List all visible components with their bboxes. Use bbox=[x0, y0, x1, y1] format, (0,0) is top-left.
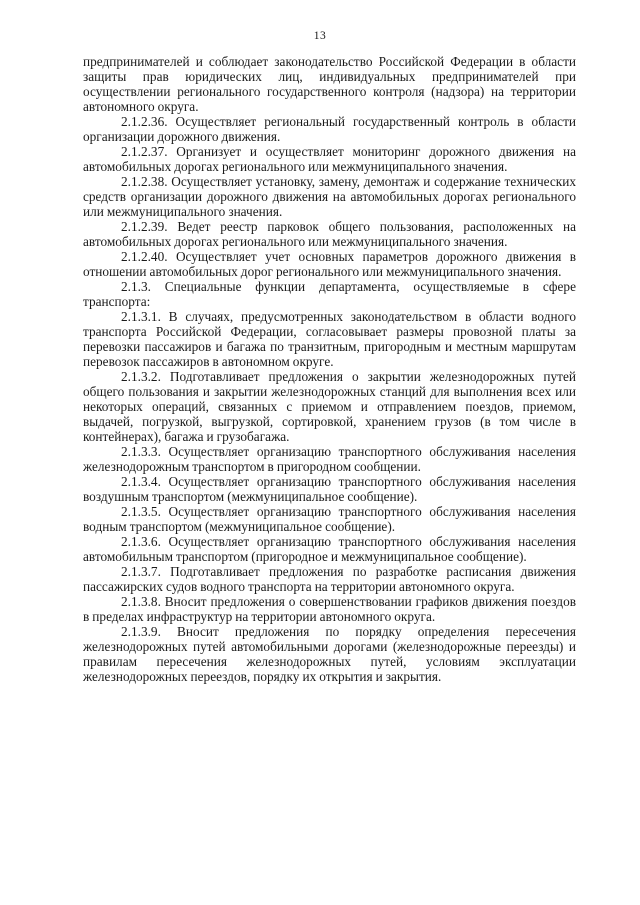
paragraph-2-1-2-39: 2.1.2.39. Ведет реестр парковок общего пользования, расположенных на автомобильных дорогах регионального или межмуниципального значения. bbox=[83, 219, 576, 249]
paragraph-2-1-3-3: 2.1.3.3. Осуществляет организацию транспортного обслуживания населения железнодорожным транспортом в пригородном сообщении. bbox=[83, 444, 576, 474]
document-body bbox=[83, 54, 576, 684]
paragraph-2-1-3-1: 2.1.3.1. В случаях, предусмотренных законодательством в области водного транспорта Российской Федерации, согласовывает размеры провозной платы за перевозки пассажиров и багажа по транзитным, пригородным и местным маршрутам перевозок пассажиров в автономном округе. bbox=[83, 309, 576, 369]
paragraph-2-1-3-5: 2.1.3.5. Осуществляет организацию транспортного обслуживания населения водным транспортом (межмуниципальное сообщение). bbox=[83, 504, 576, 534]
paragraph-2-1-3-8: 2.1.3.8. Вносит предложения о совершенствовании графиков движения поездов в пределах инфраструктур на территории автономного округа. bbox=[83, 594, 576, 624]
paragraph-2-1-2-36: 2.1.2.36. Осуществляет региональный государственный контроль в области организации дорожного движения. bbox=[83, 114, 576, 144]
page-number: 13 bbox=[313, 30, 327, 42]
paragraph-2-1-2-37: 2.1.2.37. Организует и осуществляет мониторинг дорожного движения на автомобильных дорогах регионального или межмуниципального значения. bbox=[83, 144, 576, 174]
paragraph-2-1-3: 2.1.3. Специальные функции департамента, осуществляемые в сфере транспорта: bbox=[83, 279, 576, 309]
paragraph-2-1-3-6: 2.1.3.6. Осуществляет организацию транспортного обслуживания населения автомобильным транспортом (пригородное и межмуниципальное сообщение). bbox=[83, 534, 576, 564]
paragraph-continuation: предпринимателей и соблюдает законодательство Российской Федерации в области защиты прав юридических лиц, индивидуальных предпринимателей при осуществлении регионального государственного контроля (надзора) на территории автономного округа. bbox=[83, 54, 576, 114]
paragraph-2-1-3-4: 2.1.3.4. Осуществляет организацию транспортного обслуживания населения воздушным транспортом (межмуниципальное сообщение). bbox=[83, 474, 576, 504]
paragraph-2-1-3-9: 2.1.3.9. Вносит предложения по порядку определения пересечения железнодорожных путей автомобильными дорогами (железнодорожные переезды) и правилам пересечения железнодорожных путей, условиям эксплуатации железнодорожных переездов, порядку их открытия и закрытия. bbox=[83, 624, 576, 684]
paragraph-2-1-2-40: 2.1.2.40. Осуществляет учет основных параметров дорожного движения в отношении автомобильных дорог регионального или межмуниципального значения. bbox=[83, 249, 576, 279]
paragraph-2-1-2-38: 2.1.2.38. Осуществляет установку, замену, демонтаж и содержание технических средств организации дорожного движения на автомобильных дорогах регионального или межмуниципального значения. bbox=[83, 174, 576, 219]
paragraph-2-1-3-7: 2.1.3.7. Подготавливает предложения по разработке расписания движения пассажирских судов водного транспорта на территории автономного округа. bbox=[83, 564, 576, 594]
paragraph-2-1-3-2: 2.1.3.2. Подготавливает предложения о закрытии железнодорожных путей общего пользования и закрытии железнодорожных станций для выполнения всех или некоторых операций, связанных с приемом и отправлением поездов, приемом, выдачей, погрузкой, выгрузкой, сортировкой, хранением грузов (в том числе в контейнерах), багажа и грузобагажа. bbox=[83, 369, 576, 444]
